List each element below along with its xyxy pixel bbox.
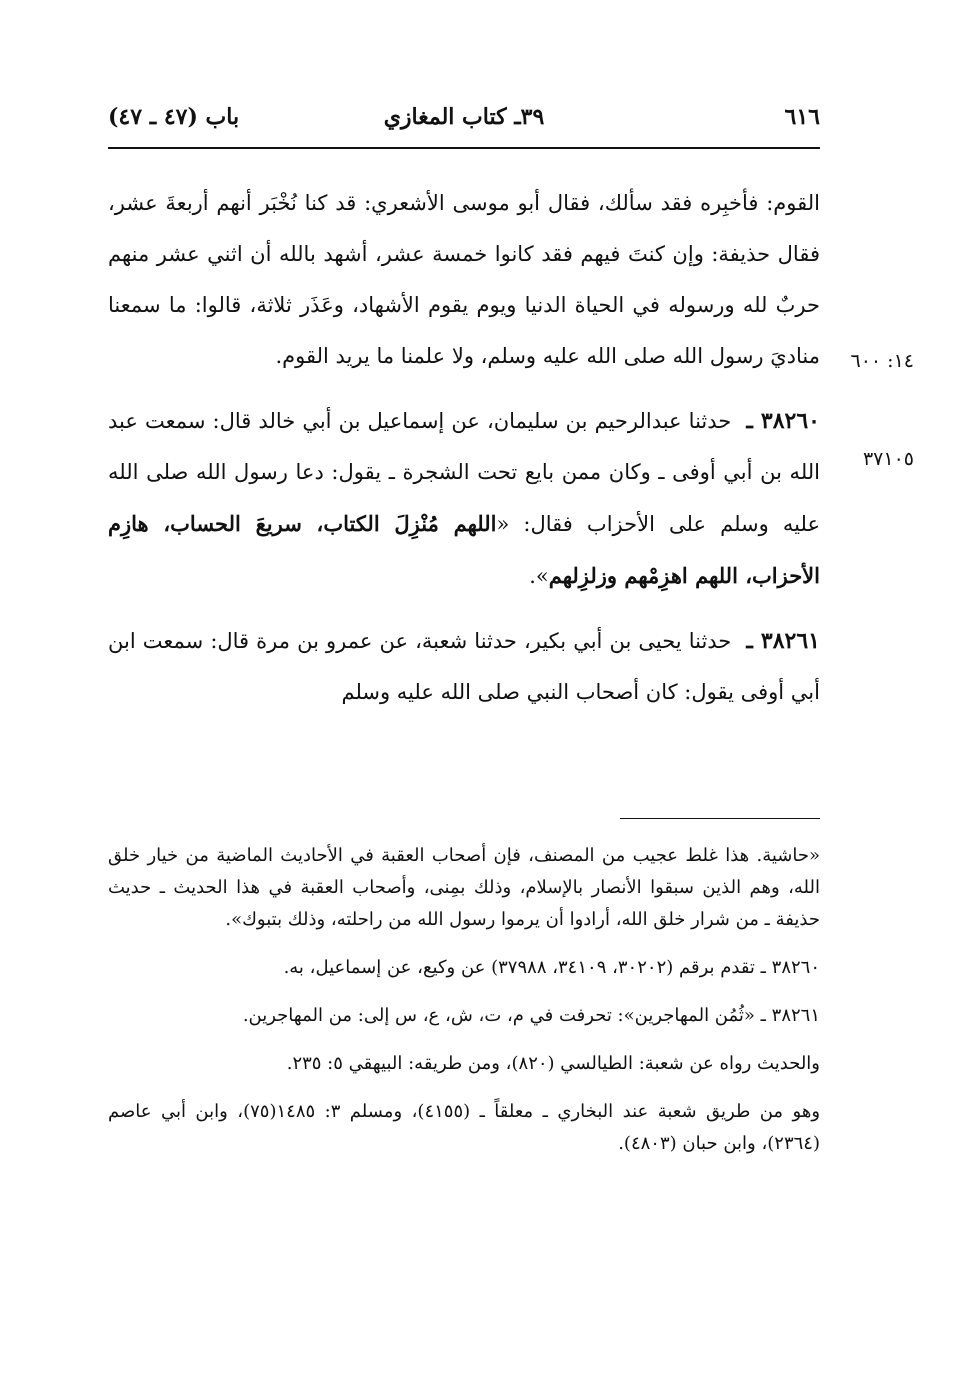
footnote-sources-1: والحديث رواه عن شعبة: الطيالسي (٨٢٠)، ومن طريقه: البيهقي ٥: ٢٣٥.	[286, 1053, 820, 1074]
margin-note-hadith-id: ٣٧١٠٥	[862, 448, 914, 470]
footnote-38261: ٣٨٢٦١ ـ «ثُمُن المهاجرين»: تحرفت في م، ت، ش، ع، س إلى: من المهاجرين.	[242, 1005, 820, 1026]
header-rule	[108, 147, 820, 149]
running-header	[108, 98, 820, 138]
hadith-number: ٣٨٢٦٠ ـ	[746, 408, 820, 434]
hadith-text: حدثنا عبدالرحيم بن سليمان، عن إسماعيل بن أبي خالد قال: سمعت عبد الله بن أبي أوفى ـ وكان ممن بايع تحت الشجرة ـ يقول: دعا رسول الله صلى الله عليه وسلم على الأحزاب فقال: «	[108, 409, 820, 536]
main-text	[108, 178, 820, 718]
hadith-38260	[108, 396, 820, 602]
hadith-text: حدثنا يحيى بن أبي بكير، حدثنا شعبة، عن عمرو بن مرة قال: سمعت ابن أبي أوفى يقول: كان أصحاب النبي صلى الله عليه وسلم	[108, 629, 820, 704]
footnote-separator	[620, 818, 820, 819]
hadith-text-end: ».	[529, 564, 549, 588]
margin-note-reference: ١٤: ٦٠٠	[850, 350, 914, 372]
paragraph-continuation: القوم: فأخبِره فقد سألك، فقال أبو موسى الأشعري: قد كنا نُخْبَر أنهم أربعةَ عشر، فقال حذيفة: وإن كنتَ فيهم فقد كانوا خمسة عشر، أشهد بالله أن اثني عشر منهم حربٌ لله ورسوله في الحياة الدنيا ويوم يقوم الأشهاد، وعَذَر ثلاثة، قالوا: ما سمعنا مناديَ رسول الله صلى الله عليه وسلم، ولا علمنا ما يريد القوم.	[108, 191, 820, 368]
book-title: ٣٩ـ كتاب المغازي	[383, 104, 545, 130]
footnote-sources-2: وهو من طريق شعبة عند البخاري ـ معلقاً ـ (٤١٥٥)، ومسلم ٣: ١٤٨٥(٧٥)، وابن أبي عاصم (٢٣٦٤)، وابن حبان (٤٨٠٣).	[108, 1101, 821, 1154]
hadith-number: ٣٨٢٦١ ـ	[746, 628, 820, 654]
hadith-38261	[108, 616, 820, 718]
footnote-38260: ٣٨٢٦٠ ـ تقدم برقم (٣٠٢٠٢، ٣٤١٠٩، ٣٧٩٨٨) عن وكيع، عن إسماعيل، به.	[283, 957, 820, 978]
footnote-marginal-note: «حاشية. هذا غلط عجيب من المصنف، فإن أصحاب العقبة في الأحاديث الماضية من خيار خلق الله، وهم الذين سبقوا الأنصار بالإسلام، وذلك بمِنى، وأصحاب العقبة في هذا الحديث ـ حديث حذيفة ـ من شرار خلق الله، أرادوا أن يرموا رسول الله من راحلته، وذلك بتبوك».	[108, 845, 820, 930]
footnotes	[108, 840, 820, 1176]
chapter-label: باب (٤٧ ـ ٤٧)	[108, 104, 240, 130]
page-number: ٦١٦	[784, 104, 820, 130]
hadith-supplication: اللهم مُنْزِلَ الكتاب، سريعَ الحساب، هازِم الأحزاب، اللهم اهزِمْهم وزلزِلهم	[108, 511, 820, 588]
